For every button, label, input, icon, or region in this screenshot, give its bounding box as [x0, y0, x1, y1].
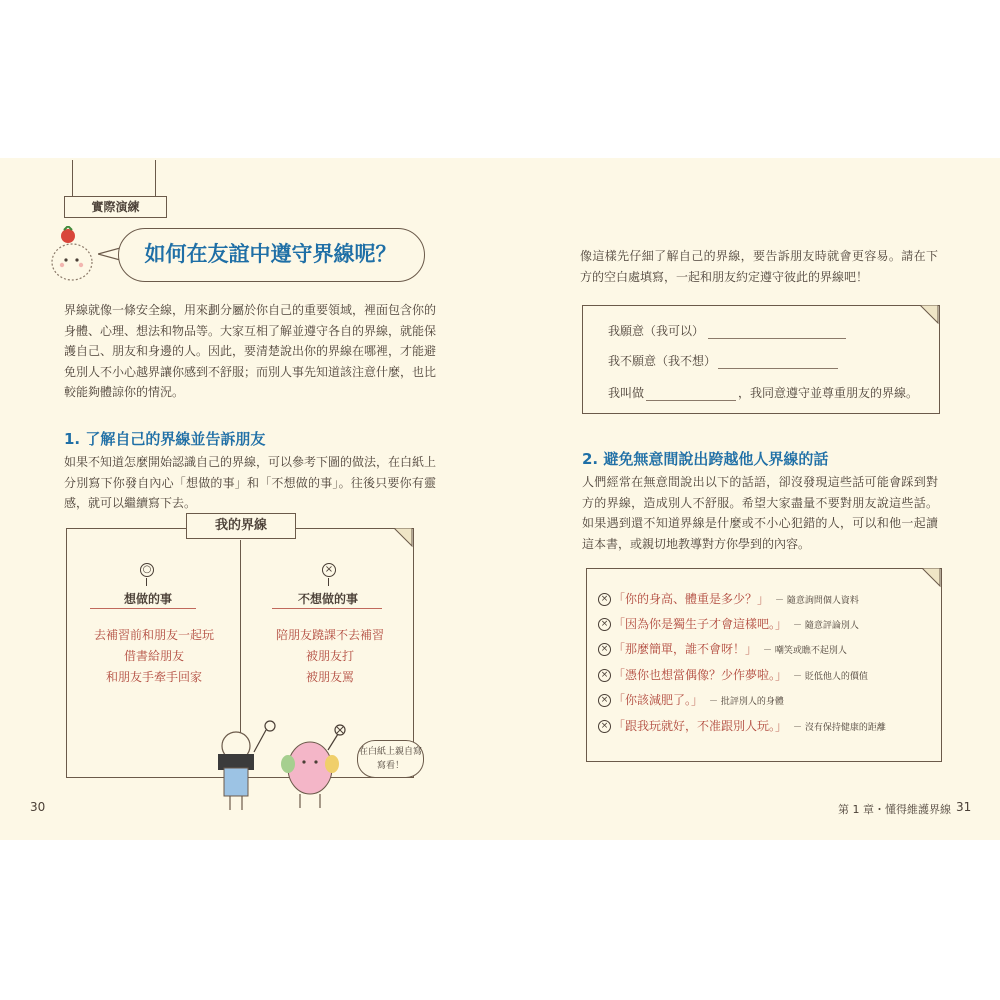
want-heading: 想做的事 — [123, 592, 172, 606]
quote-note: － 批評別人的身體 — [709, 697, 784, 707]
quote-row — [598, 666, 868, 683]
quote-text: 「你該減肥了。」 — [613, 693, 704, 707]
want-item: 去補習前和朋友一起玩 — [93, 628, 214, 642]
form-line-2-blank[interactable] — [718, 368, 838, 369]
quote-note: － 嘲笑或瞧不起別人 — [763, 646, 847, 656]
quote-note: － 沒有保持健康的距離 — [793, 723, 886, 733]
form-line-2-label: 我不願意（我不想） — [608, 354, 717, 368]
form-line-3-prefix: 我叫做 — [608, 386, 645, 400]
x-icon: × — [598, 720, 611, 733]
dont-want-heading: 不想做的事 — [297, 592, 358, 606]
dont-want-item: 被朋友罵 — [305, 670, 354, 684]
quote-note: － 貶低他人的價值 — [793, 672, 868, 682]
x-icon: × — [598, 643, 611, 656]
hanging-string-left — [72, 160, 73, 196]
paper-corner — [922, 568, 942, 588]
x-icon: × — [598, 694, 611, 707]
hedgehog-icon — [44, 226, 104, 288]
quote-text: 「跟我玩就好，不准跟別人玩。」 — [613, 719, 788, 733]
section-1-paragraph: 如果不知道怎麼開始認識自己的界線，可以參考下圖的做法，在白紙上分別寫下你發自內心「想做的事」和「不想做的事」。往後只要你有靈感，就可以繼續寫下去。 — [64, 455, 437, 510]
dont-want-item: 陪朋友蹺課不去補習 — [275, 628, 384, 642]
form-line-1-blank[interactable] — [708, 338, 846, 339]
characters-illustration — [200, 720, 350, 816]
page-title: 如何在友誼中遵守界線呢？ — [144, 242, 397, 266]
page-number-right: 31 — [956, 800, 972, 814]
form-line-1-label: 我願意（我可以） — [608, 324, 705, 338]
circle-icon: ○ — [140, 563, 154, 577]
dont-want-item: 被朋友打 — [305, 649, 354, 663]
want-item: 借書給朋友 — [123, 649, 184, 663]
x-icon: × — [598, 669, 611, 682]
practice-tag: 實際演練 — [64, 196, 167, 218]
hanging-string-right — [155, 160, 156, 196]
dont-want-underline — [272, 608, 382, 609]
section-1-heading: 1. 了解自己的界線並告訴朋友 — [64, 430, 266, 448]
paper-corner — [920, 305, 940, 325]
x-icon: × — [598, 593, 611, 606]
icon-handle — [328, 578, 329, 586]
worksheet-banner: 我的界線 — [186, 513, 296, 539]
right-intro-paragraph: 像這樣先仔細了解自己的界線，要告訴朋友時就會更容易。請在下方的空白處填寫，一起和朋友約定遵守彼此的界線吧！ — [580, 249, 938, 284]
worksheet-divider — [240, 540, 241, 740]
form-line-3-blank[interactable] — [646, 400, 736, 401]
section-2-paragraph: 人們經常在無意間說出以下的話語，卻沒發現這些話可能會踩到對方的界線，造成別人不舒服。希望大家盡量不要對朋友說這些話。如果遇到還不知道界線是什麼或不小心犯錯的人，可以和他一起讀這本書，或親切地教導對方你學到的內容。 — [582, 475, 938, 551]
quote-row — [598, 615, 859, 632]
paper-corner — [394, 528, 414, 548]
quote-text: 「你的身高、體重是多少？」 — [613, 592, 770, 606]
intro-paragraph: 界線就像一條安全線，用來劃分屬於你自己的重要領域，裡面包含你的身體、心理、想法和物品等。大家互相了解並遵守各自的界線，就能保護自己、朋友和身邊的人。因此，要清楚說出你的界線在哪裡，才能避免別人不小心越界讓你感到不舒服；而別人事先知道該注意什麼，也比較能夠體諒你的情況。 — [64, 303, 437, 399]
quote-note: － 隨意詢問個人資料 — [775, 596, 859, 606]
want-underline — [90, 608, 196, 609]
want-item: 和朋友手牽手回家 — [105, 670, 202, 684]
chapter-footer: 第 1 章・懂得維護界線 — [838, 803, 951, 816]
speech-bubble: 在白紙上親自寫寫看！ — [357, 740, 424, 778]
quote-row — [598, 590, 859, 607]
icon-handle — [146, 578, 147, 586]
quote-note: － 隨意評論別人 — [793, 621, 859, 631]
x-icon: × — [322, 563, 336, 577]
form-line-3-suffix: ，我同意遵守並尊重朋友的界線。 — [738, 386, 919, 400]
quote-row — [598, 640, 847, 657]
quote-text: 「憑你也想當偶像？少作夢啦。」 — [613, 668, 788, 682]
quote-text: 「因為你是獨生子才會這樣吧。」 — [613, 617, 788, 631]
section-2-heading: 2. 避免無意間說出跨越他人界線的話 — [582, 450, 829, 468]
page-number-left: 30 — [30, 800, 46, 814]
quote-row — [598, 691, 784, 708]
quote-text: 「那麼簡單，誰不會呀！」 — [613, 642, 758, 656]
x-icon: × — [598, 618, 611, 631]
quote-row — [598, 717, 886, 734]
